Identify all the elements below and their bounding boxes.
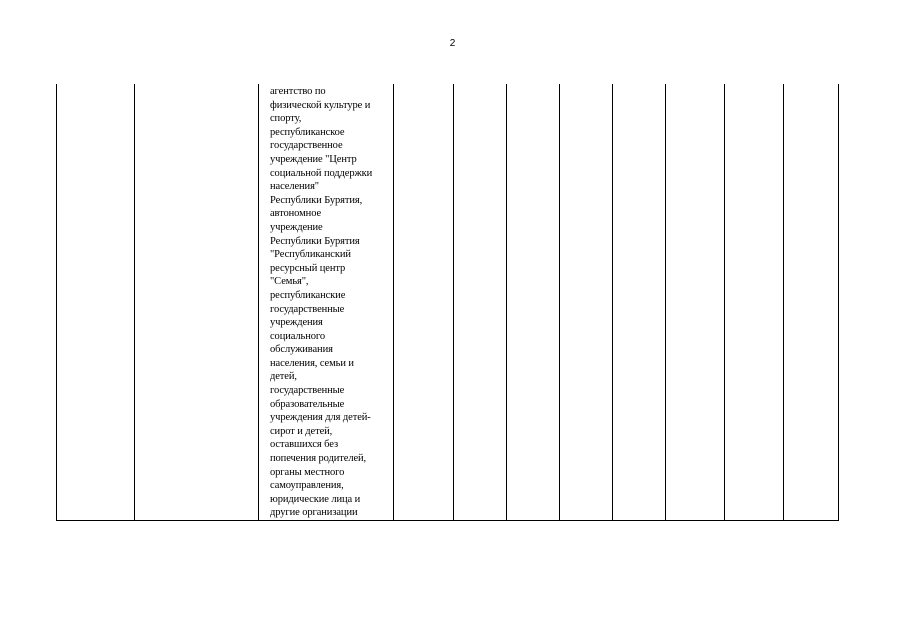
table-cell-10 [725, 84, 784, 521]
page-number: 2 [449, 38, 456, 49]
table-cell-2 [135, 84, 259, 521]
cell-text-line: республиканские [270, 289, 346, 301]
cell-text-line: автономное [270, 208, 322, 220]
cell-text-line: юридические лица и [270, 493, 361, 505]
document-table [56, 84, 839, 521]
cell-text-line: спорту, [270, 113, 302, 125]
cell-text-line: сирот и детей, [270, 425, 333, 437]
cell-text-line: Республики Бурятия, [270, 194, 363, 206]
cell-text-line: органы местного [270, 466, 345, 478]
cell-text-line: "Семья", [270, 276, 309, 288]
cell-text-line: Республики Бурятия [270, 235, 360, 247]
cell-text-line: физической культуре и [270, 99, 371, 111]
table-cell-1 [57, 84, 135, 521]
cell-text-line: учреждения для детей- [270, 412, 371, 424]
cell-text-line: детей, [270, 371, 297, 383]
table-cell-8 [613, 84, 666, 521]
cell-text-line: государственные [270, 303, 345, 315]
table-cell-11 [784, 84, 839, 521]
cell-text-line: учреждение "Центр [270, 153, 357, 165]
cell-text-line: попечения родителей, [270, 453, 367, 465]
cell-text-line: ресурсный центр [270, 262, 346, 274]
cell-text-line: республиканское [270, 126, 345, 138]
cell-text-line: государственные [270, 385, 345, 397]
cell-text-line: другие организации [270, 507, 358, 519]
table-cell-4 [394, 84, 454, 521]
cell-text-line: "Республиканский [270, 249, 351, 261]
cell-text-line: социальной поддержки [270, 167, 373, 179]
cell-text-line: обслуживания [270, 344, 333, 356]
cell-text-line: государственное [270, 140, 343, 152]
table-cell-9 [666, 84, 725, 521]
cell-text-line: социального [270, 330, 325, 342]
cell-text-line: населения" [270, 181, 319, 193]
cell-text-line: оставшихся без [270, 439, 339, 451]
table-row [57, 84, 839, 521]
table-cell-7 [560, 84, 613, 521]
table-cell-5 [454, 84, 507, 521]
cell-text-line: учреждения [270, 317, 323, 329]
cell-text-line: агентство по [270, 86, 326, 97]
cell-text-line: образовательные [270, 398, 345, 410]
table-cell-3 [259, 84, 394, 521]
table-cell-6 [507, 84, 560, 521]
cell-text-line: учреждение [270, 221, 323, 233]
cell-text-line: самоуправления, [270, 480, 344, 492]
cell-text-line: населения, семьи и [270, 357, 354, 369]
